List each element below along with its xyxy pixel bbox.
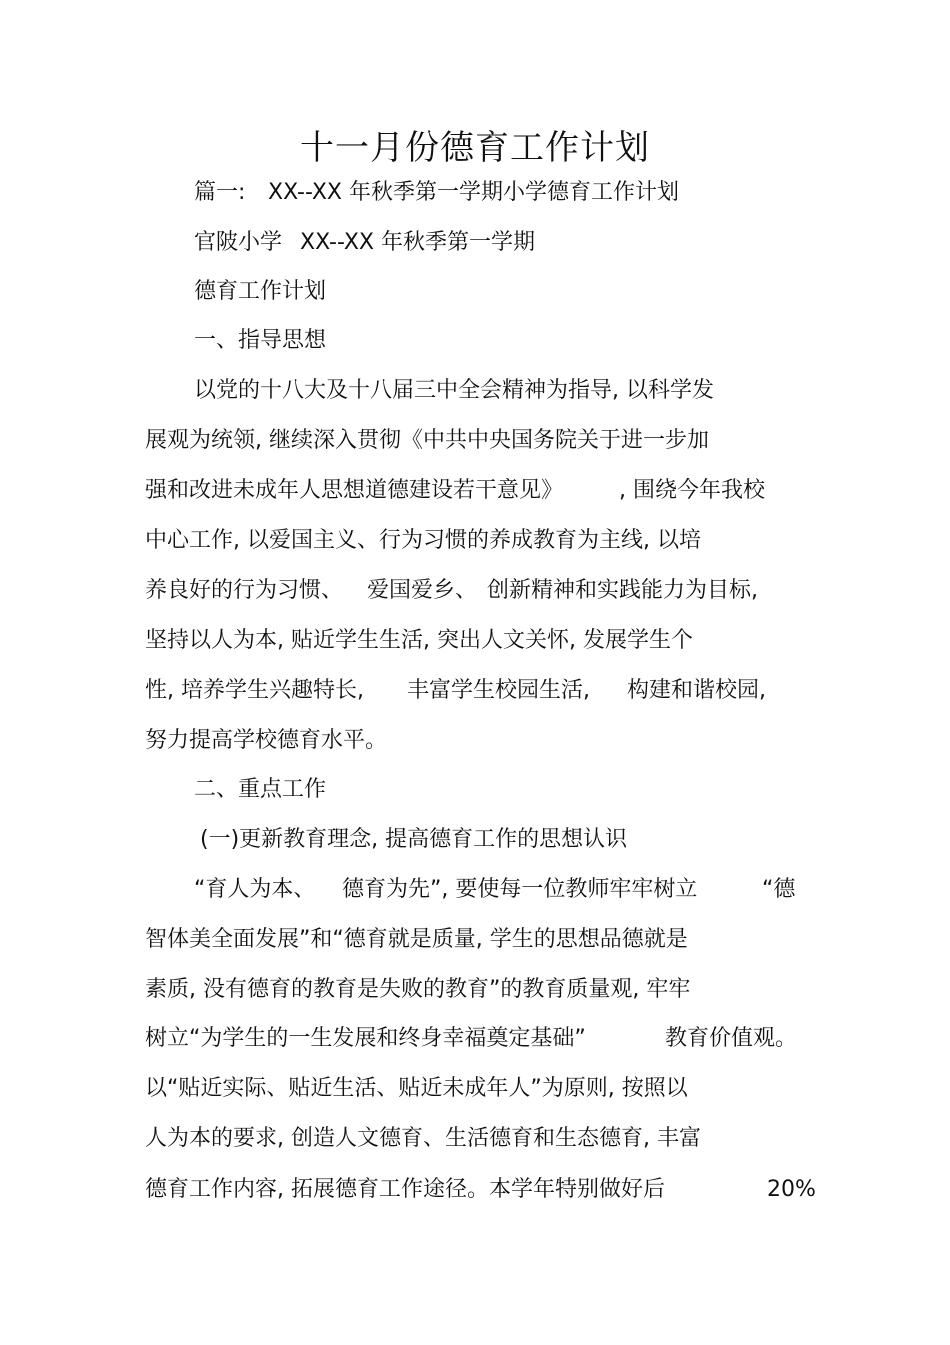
text-line — [145, 576, 805, 606]
subsection-heading — [200, 825, 800, 855]
text-line — [194, 178, 794, 208]
text-segment: 一、指导思想 — [194, 328, 327, 353]
text-line — [145, 1124, 805, 1154]
text-line — [145, 1024, 805, 1054]
text-segment: 强和改进未成年人思想道德建设若干意见》 — [145, 478, 564, 503]
section-heading — [194, 775, 794, 805]
text-segment: 中心工作, 以爱国主义、行为习惯的养成教育为主线, 以培 — [145, 528, 701, 553]
text-line — [194, 228, 794, 258]
text-segment: 智体美全面发展”和“德育就是质量, 学生的思想品德就是 — [145, 927, 688, 952]
text-segment: 以“贴近实际、贴近生活、贴近未成年人”为原则, 按照以 — [145, 1076, 688, 1101]
text-segment: 丰富学生校园生活, — [407, 678, 590, 703]
text-segment: , 围绕今年我校 — [619, 478, 765, 503]
text-segment: (一)更新教育理念, 提高德育工作的思想认识 — [200, 827, 628, 852]
text-segment: 人为本的要求, 创造人文德育、生活德育和生态德育, 丰富 — [145, 1126, 701, 1151]
text-line — [145, 526, 805, 556]
text-segment: 展观为统领, 继续深入贯彻《中共中央国务院关于进一步加 — [145, 428, 709, 453]
text-segment: 德育工作内容, 拓展德育工作途径。本学年特别做好后 — [145, 1177, 665, 1202]
text-line — [145, 975, 805, 1005]
text-segment: 坚持以人为本, 贴近学生生活, 突出人文关怀, 发展学生个 — [145, 628, 693, 653]
text-segment: 教育价值观。 — [665, 1026, 798, 1051]
text-segment: 爱国爱乡、 — [367, 578, 478, 603]
text-segment: 二、重点工作 — [194, 777, 327, 802]
text-line — [194, 277, 794, 307]
text-line — [145, 1074, 805, 1104]
document-title: 十一月份德育工作计划 — [300, 128, 650, 168]
text-line — [194, 376, 794, 406]
text-segment: 构建和谐校园, — [627, 678, 766, 703]
text-segment: 以党的十八大及十八届三中全会精神为指导, 以科学发 — [194, 378, 714, 403]
text-segment: “育人为本、 — [194, 877, 316, 902]
text-segment: 德育工作计划 — [194, 279, 327, 304]
text-line — [145, 426, 805, 456]
text-line — [145, 1175, 825, 1205]
text-segment: 养良好的行为习惯、 — [145, 578, 344, 603]
text-segment: 创新精神和实践能力为目标, — [487, 578, 758, 603]
text-segment: “德 — [762, 877, 796, 902]
text-segment: 官陂小学 — [194, 230, 283, 255]
text-line — [145, 676, 805, 706]
text-segment: 20% — [767, 1177, 816, 1202]
text-line — [145, 925, 805, 955]
text-line — [145, 476, 805, 506]
text-segment: XX--XX 年秋季第一学期小学德育工作计划 — [268, 180, 679, 205]
text-line — [194, 875, 814, 905]
text-segment: 性, 培养学生兴趣特长, — [145, 678, 364, 703]
text-segment: 素质, 没有德育的教育是失败的教育”的教育质量观, 牢牢 — [145, 977, 691, 1002]
text-segment: 努力提高学校德育水平。 — [145, 728, 388, 753]
text-line — [145, 626, 805, 656]
text-line — [145, 726, 805, 756]
text-segment: 篇一: — [194, 180, 246, 205]
text-segment: XX--XX 年秋季第一学期 — [300, 230, 535, 255]
text-segment: 树立“为学生的一生发展和终身幸福奠定基础” — [145, 1026, 586, 1051]
section-heading — [194, 326, 794, 356]
text-segment: 德育为先”, 要使每一位教师牢牢树立 — [342, 877, 698, 902]
